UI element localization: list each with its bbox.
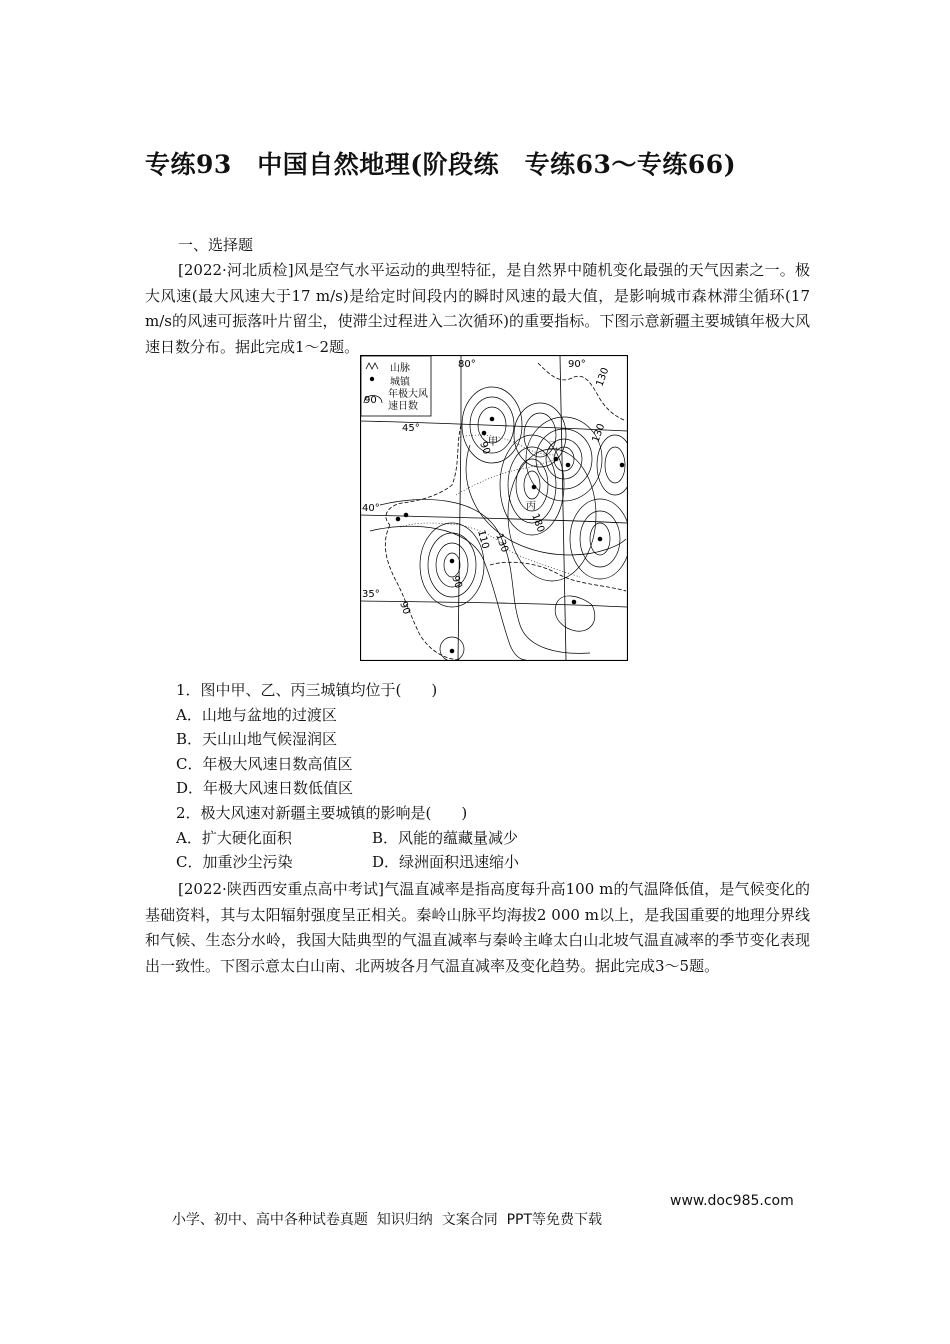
map-legend [361,356,431,416]
question-1-option-c: C．年极大风速日数高值区 [176,755,353,773]
contour-label: 180 [529,512,547,534]
map-svg [360,355,628,661]
question-1-option-a: A．山地与盆地的过渡区 [176,706,337,724]
lat-label-45: 45° [402,423,420,434]
town-label-jia: 甲 [488,437,498,448]
legend-mountain: 山脉 [390,363,410,374]
question-2-stem: 2．极大风速对新疆主要城镇的影响是( ) [176,804,468,822]
footer-url[interactable]: www.doc985.com [670,1193,794,1209]
wind-days-map [360,355,628,661]
town-label-yi: 乙 [548,441,558,452]
lon-label-80: 80° [458,359,476,370]
question-1-stem: 1．图中甲、乙、丙三城镇均位于( ) [176,681,438,699]
question-2-option-a: A．扩大硬化面积 [176,829,292,847]
town-label-bing: 丙 [526,501,536,512]
lat-label-35: 35° [362,589,380,600]
passage-2: [2022·陕西西安重点高中考试]气温直减率是指高度每升高100 m的气温降低值，是气候变化的基础资料，其与太阳辐射强度呈正相关。秦岭山脉平均海拔2 000 m以上，是我国重要的地理分界线和气候、生态分水岭，我国大陆典型的气温直减率与秦岭主峰太白山北坡气温直减率的季节变化表现出一致性。下图示意太白山南、北两坡各月气温直减率及变化趋势。据此完成3～5题。 [145,880,810,975]
contour-label: 130 [493,532,511,554]
question-2-option-b: B．风能的蕴藏量减少 [372,829,519,847]
legend-contour-label-1: 年极大风 [388,389,428,400]
mountain-ranges [400,435,580,577]
passage-1: [2022·河北质检]风是空气水平运动的典型特征，是自然界中随机变化最强的天气因素之一。极大风速(最大风速大于17 m/s)是给定时间段内的瞬时风速的最大值，是影响城市森林滞尘循环(17 m/s的风速可振落叶片留尘，使滞尘过程进入二次循环)的重要指标。下图示意新疆主要城镇年极大风速日数分布。据此完成1～2题。 [145,261,810,356]
question-2-option-d: D．绿洲面积迅速缩小 [372,853,520,871]
legend-contour-value: 90 [364,395,377,406]
contour-label: 130 [594,366,612,389]
contour-label: 90 [449,574,464,590]
page-title: 专练93 中国自然地理(阶段练 专练63～专练66) [145,150,737,179]
legend-town: 城镇 [390,377,410,388]
question-2-option-c: C．加重沙尘污染 [176,853,293,871]
footer-text: 小学、初中、高中各种试卷真题 知识归纳 文案合同 PPT等免费下载 [171,1212,603,1228]
section-heading: 一、选择题 [178,236,254,254]
legend-contour-label-2: 速日数 [388,401,418,412]
contour-label: 90 [477,440,492,456]
question-1-option-d: D．年极大风速日数低值区 [176,779,354,797]
contour-label: 90 [397,600,412,616]
town-symbol [370,377,374,381]
footer [163,1193,794,1245]
lon-label-90: 90° [568,359,586,370]
lat-label-40: 40° [362,503,380,514]
question-1-option-b: B．天山山地气候湿润区 [176,730,338,748]
contour-label: 110 [475,528,491,551]
contour-label: 130 [590,422,608,445]
